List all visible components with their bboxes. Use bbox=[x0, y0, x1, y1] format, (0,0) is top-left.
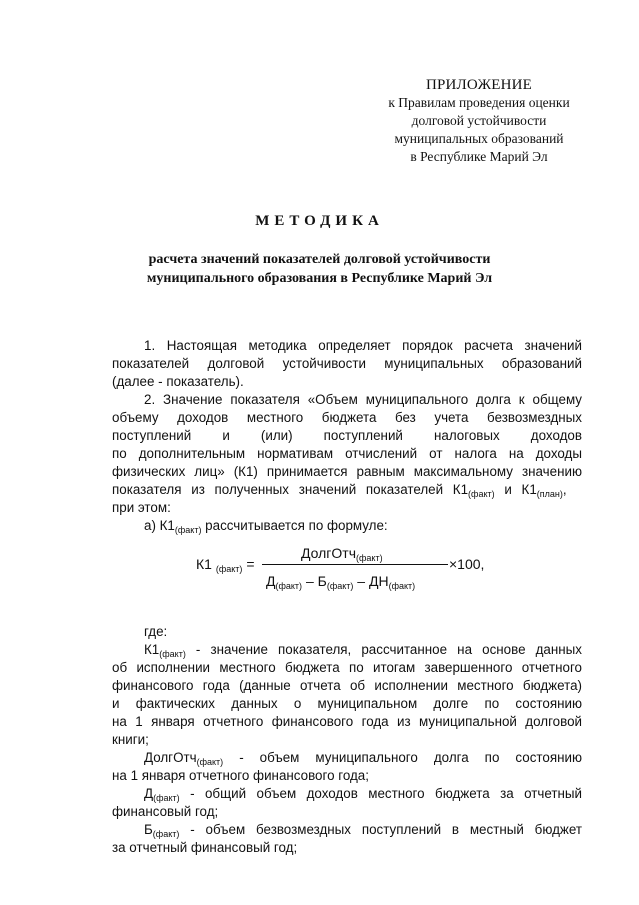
subtitle-line: расчета значений показателей долговой устойчивости bbox=[148, 252, 491, 267]
formula-lhs bbox=[196, 556, 255, 572]
def1-line bbox=[144, 641, 582, 659]
formula-den-symbol: Д bbox=[266, 573, 276, 589]
para2-subscript: (план) bbox=[536, 489, 563, 499]
def4-subscript: (факт) bbox=[152, 829, 180, 839]
formula-lhs-symbol: К1 bbox=[196, 556, 212, 572]
def4-term: Б bbox=[144, 822, 153, 837]
para1-line: (далее - показатель). bbox=[112, 374, 244, 389]
para2-text: и К1 bbox=[494, 482, 537, 497]
def3-text: - общий объем доходов местного бюджета за отчетный bbox=[179, 786, 582, 801]
formula-equals: = bbox=[246, 556, 255, 572]
def3-line bbox=[144, 785, 582, 803]
formula-den-symbol: ДН bbox=[368, 573, 389, 589]
formula-den-symbol: Б bbox=[317, 573, 327, 589]
para2-line: объему доходов местного бюджета без учета безвозмездных bbox=[112, 410, 582, 425]
formula-multiplier: ×100, bbox=[449, 556, 485, 572]
where-label: где: bbox=[144, 624, 168, 639]
para2-line: поступлений и (или) поступлений налоговых доходов bbox=[112, 428, 582, 443]
def1-line: об исполнении местного бюджета по итогам завершенного отчетного bbox=[112, 660, 582, 675]
def1-line: книги; bbox=[112, 732, 149, 747]
para2-line: 2. Значение показателя «Объем муниципального долга к общему bbox=[144, 392, 582, 407]
para2-subscript: (факт) bbox=[468, 489, 495, 499]
formula-numerator bbox=[301, 545, 383, 561]
def2-text: - объем муниципального долга по состоянию bbox=[223, 750, 582, 765]
para2-line: при этом: bbox=[112, 500, 171, 515]
def2-subscript: (факт) bbox=[196, 757, 224, 767]
item-a-text: а) К1 bbox=[144, 518, 175, 533]
formula-minus: – bbox=[305, 573, 314, 589]
formula-fraction-bar bbox=[262, 564, 448, 565]
formula-den-subscript: (факт) bbox=[326, 581, 354, 591]
para1-line: показателей долговой устойчивости муниципальных образований bbox=[112, 356, 582, 371]
formula-num-symbol: ДолгОтч bbox=[301, 545, 356, 561]
def1-line: и фактических данных о муниципальном долге по состоянию bbox=[112, 696, 582, 711]
para2-text: , bbox=[562, 482, 567, 497]
def1-line: финансового года (данные отчета об исполнении местного бюджета) bbox=[112, 678, 582, 693]
appendix-line: к Правилам проведения оценки bbox=[388, 95, 570, 110]
def4-text: - объем безвозмездных поступлений в местный бюджет bbox=[179, 822, 582, 837]
def3-term: Д bbox=[144, 786, 154, 801]
formula-den-subscript: (факт) bbox=[388, 581, 416, 591]
item-a-subscript: (факт) bbox=[174, 525, 202, 535]
formula-den-subscript: (факт) bbox=[275, 581, 303, 591]
def1-text: - значение показателя, рассчитанное на основе данных bbox=[185, 642, 582, 657]
def1-term: К1 bbox=[144, 642, 160, 657]
para1-line: 1. Настоящая методика определяет порядок расчета значений bbox=[144, 338, 582, 353]
def2-term: ДолгОтч bbox=[144, 750, 197, 765]
def2-line bbox=[144, 749, 582, 767]
formula-minus: – bbox=[357, 573, 366, 589]
def3-line: финансовый год; bbox=[112, 804, 219, 819]
appendix-line: долговой устойчивости bbox=[411, 113, 547, 128]
appendix-block bbox=[372, 76, 586, 166]
appendix-title: ПРИЛОЖЕНИЕ bbox=[425, 77, 533, 93]
item-a-text: рассчитывается по формуле: bbox=[201, 518, 388, 533]
def2-line: на 1 января отчетного финансового года; bbox=[112, 768, 369, 783]
formula-lhs-subscript: (факт) bbox=[215, 564, 243, 574]
appendix-line: муниципальных образований bbox=[394, 131, 564, 146]
para2-line: по дополнительным нормативам отчислений от налога на доходы bbox=[112, 446, 582, 461]
def4-line: за отчетный финансовый год; bbox=[112, 840, 298, 855]
def1-subscript: (факт) bbox=[159, 649, 186, 659]
def1-line: на 1 января отчетного финансового года из муниципальной долговой bbox=[112, 714, 582, 729]
item-a-line bbox=[144, 517, 388, 535]
document-title: МЕТОДИКА bbox=[255, 213, 384, 229]
appendix-line: в Республике Марий Эл bbox=[410, 149, 548, 164]
para2-line bbox=[112, 481, 582, 499]
para2-text: показателя из полученных значений показателей К1 bbox=[112, 482, 469, 497]
formula-denominator bbox=[266, 573, 415, 589]
def3-subscript: (факт) bbox=[153, 793, 180, 803]
def4-line bbox=[144, 821, 582, 839]
para2-line: физических лиц» (К1) принимается равным максимальному значению bbox=[112, 464, 582, 479]
subtitle-line: муниципального образования в Республике Марий Эл bbox=[146, 271, 493, 286]
document-subtitle bbox=[0, 250, 639, 288]
formula-num-subscript: (факт) bbox=[356, 553, 383, 563]
